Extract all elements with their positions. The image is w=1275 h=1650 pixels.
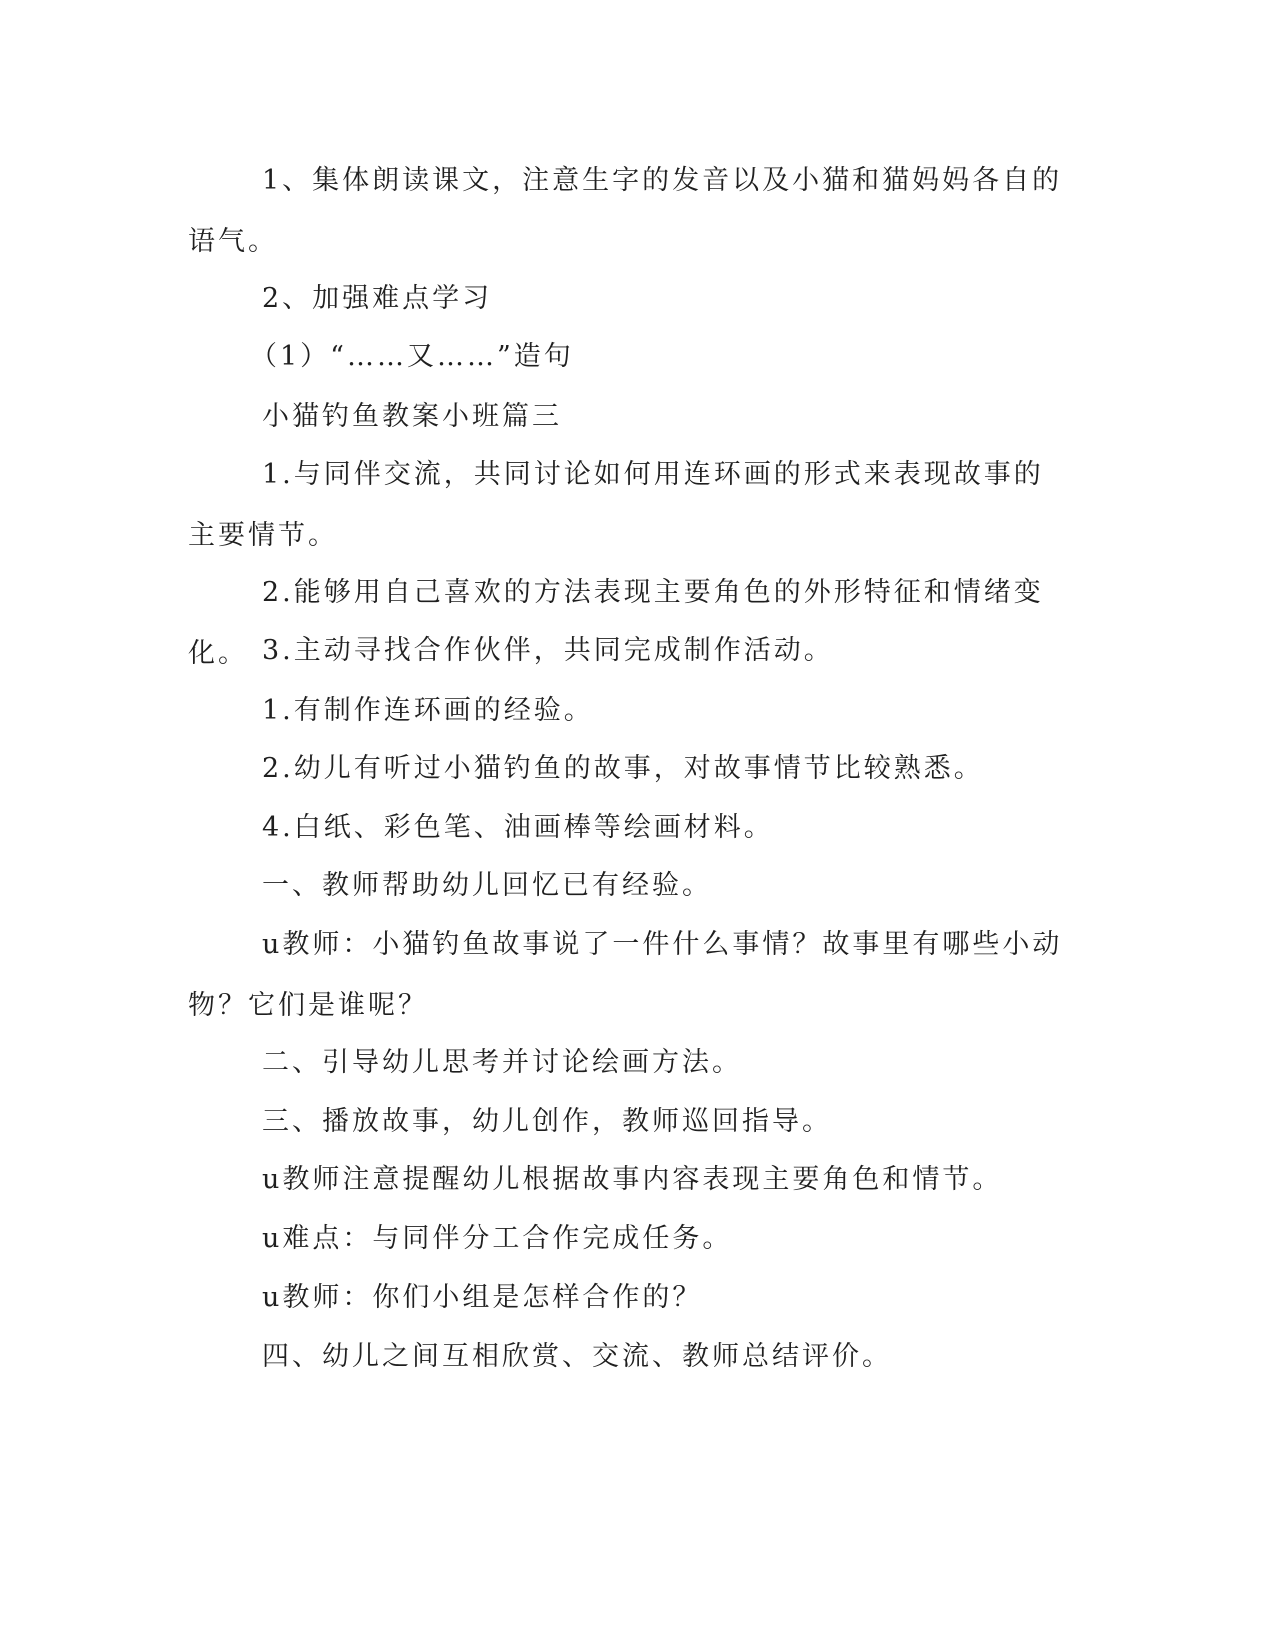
teacher-question-1: u教师：小猫钓鱼故事说了一件什么事情？故事里有哪些小动物？它们是谁呢？ bbox=[188, 929, 1063, 1021]
section-heading: 小猫钓鱼教案小班篇三 bbox=[262, 401, 562, 432]
paragraph-difficulty-study: 2、加强难点学习 bbox=[262, 283, 493, 314]
preparation-item-1: 1.有制作连环画的经验。 bbox=[262, 695, 594, 726]
paragraph-reading-aloud: 1、集体朗读课文，注意生字的发音以及小猫和猫妈妈各自的语气。 bbox=[188, 165, 1063, 257]
process-step-4: 四、幼儿之间互相欣赏、交流、教师总结评价。 bbox=[262, 1341, 892, 1372]
paragraph-sentence-making: （1）“……又……”造句 bbox=[250, 341, 574, 372]
process-step-1: 一、教师帮助幼儿回忆已有经验。 bbox=[262, 870, 712, 901]
process-step-2: 二、引导幼儿思考并讨论绘画方法。 bbox=[262, 1047, 742, 1078]
teacher-question-2: u教师：你们小组是怎样合作的？ bbox=[262, 1282, 703, 1313]
difficulty-note: u难点：与同伴分工合作完成任务。 bbox=[262, 1223, 733, 1254]
preparation-item-4: 4.白纸、彩色笔、油画棒等绘画材料。 bbox=[262, 812, 774, 843]
process-step-3: 三、播放故事，幼儿创作，教师巡回指导。 bbox=[262, 1106, 832, 1137]
goal-item-1: 1.与同伴交流，共同讨论如何用连环画的形式来表现故事的主要情节。 bbox=[188, 459, 1044, 551]
goal-item-2: 2.能够用自己喜欢的方法表现主要角色的外形特征和情绪变化。 bbox=[188, 577, 1044, 669]
teacher-note: u教师注意提醒幼儿根据故事内容表现主要角色和情节。 bbox=[262, 1164, 1003, 1195]
preparation-item-2: 2.幼儿有听过小猫钓鱼的故事，对故事情节比较熟悉。 bbox=[262, 753, 984, 784]
goal-item-3: 3.主动寻找合作伙伴，共同完成制作活动。 bbox=[262, 635, 834, 666]
